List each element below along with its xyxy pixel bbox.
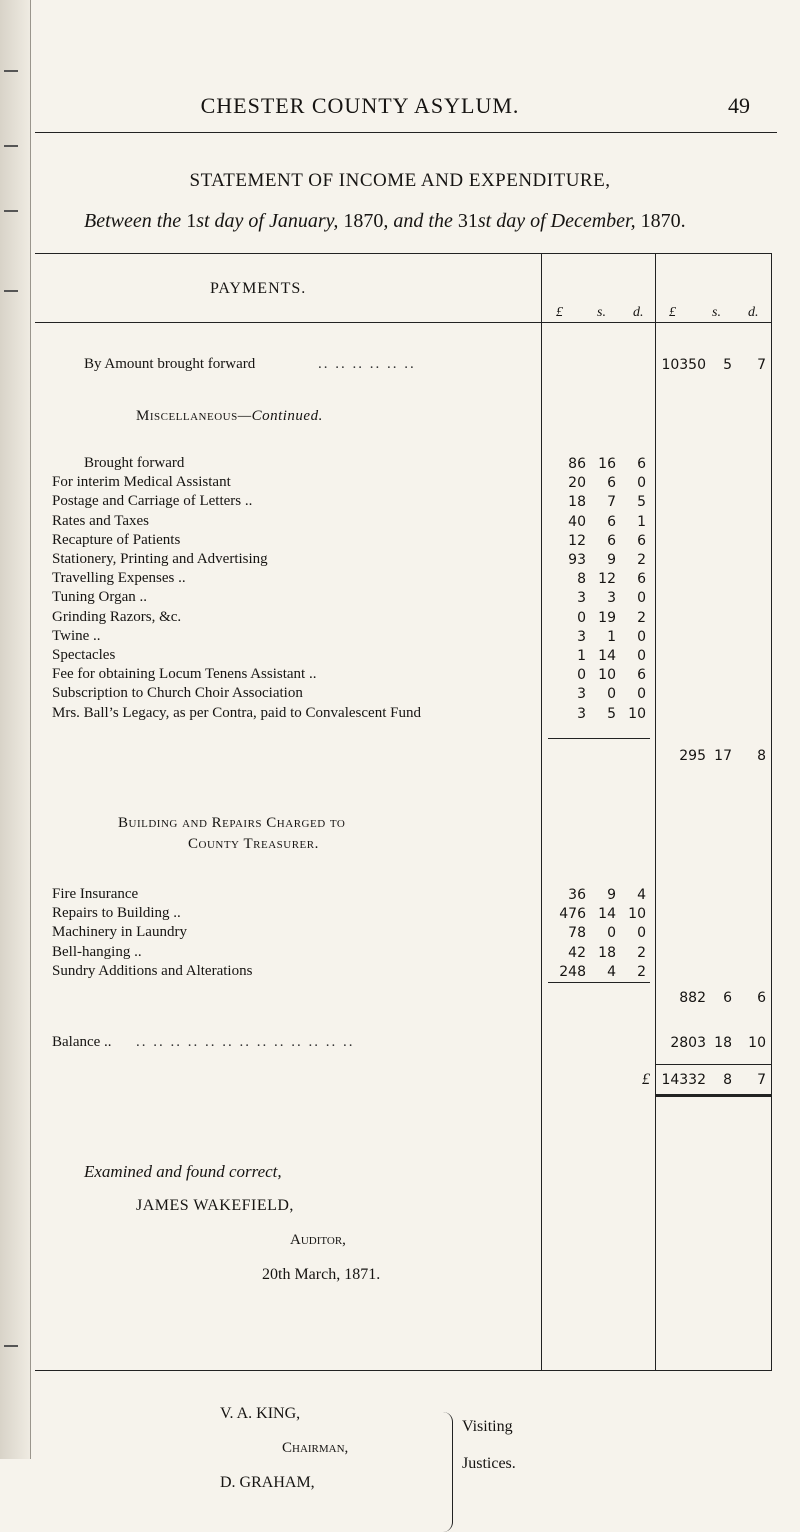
row-label: Mrs. Ball’s Legacy, as per Contra, paid to Convalescent Fund [52,704,421,721]
misc-total-pence: 8 [757,748,766,764]
auditor-name: JAMES WAKEFIELD, [136,1197,294,1214]
row-label: Bell-hanging .. [52,943,142,960]
pounds-heading: £ [556,305,563,320]
justices-brace [442,1412,453,1532]
section-heading: Building and Repairs Charged to [118,815,346,831]
pence-heading: d. [748,305,759,320]
row-pence: 5 [637,494,646,511]
shillings-heading: s. [712,305,721,320]
grand-total-pounds: 14332 [661,1072,706,1088]
row-shillings: 12 [598,571,616,588]
row-shillings: 14 [598,906,616,923]
section-heading [136,408,323,425]
row-pence: 1 [637,513,646,530]
row-shillings: 3 [607,590,616,607]
row-shillings: 6 [607,513,616,530]
row-label: Grinding Razors, &c. [52,608,182,625]
row-label: Stationery, Printing and Advertising [52,551,268,567]
statement-title: STATEMENT OF INCOME AND EXPENDITURE, [189,170,611,191]
section-heading-suffix: —Continued. [237,408,323,424]
row-pence: 6 [637,532,646,549]
row-pence: 0 [637,590,646,607]
running-header: CHESTER COUNTY ASYLUM. [200,93,520,118]
payments-heading: PAYMENTS. [210,280,307,297]
justices-role: Visiting [462,1418,513,1435]
table-top-rule [35,253,772,254]
period-text: day of January, [209,210,344,232]
period-day: 31 [457,210,478,232]
row-shillings: 6 [607,475,616,492]
row-label: Repairs to Building .. [52,905,181,922]
period-suffix: st [196,210,210,232]
row-pounds: 0 [577,609,586,626]
row-pounds: 3 [577,590,586,607]
brought-forward-label: By Amount brought forward [84,356,256,372]
building-total-pence: 6 [757,990,766,1006]
period-year: 1870 [343,210,384,232]
auditor-title: Auditor, [290,1232,346,1248]
row-pence: 10 [628,906,646,923]
section-heading-text: Miscellaneous [136,408,238,424]
section-heading: County Treasurer. [188,836,319,852]
balance-shillings: 18 [714,1035,732,1051]
row-pounds: 93 [568,552,586,568]
row-shillings: 4 [607,963,616,980]
row-shillings: 19 [598,609,616,626]
grand-total-top-rule [655,1064,772,1065]
total-shillings: 5 [723,357,732,373]
row-label: Machinery in Laundry [52,924,187,941]
row-shillings: 18 [598,944,616,961]
row-label: For interim Medical Assistant [52,474,231,491]
period-text: Between the [84,210,187,232]
row-pounds: 18 [568,494,586,511]
row-shillings: 16 [598,456,616,472]
row-pence: 0 [637,686,646,703]
statement-period [84,210,686,233]
row-pounds: 248 [559,963,586,980]
period-year: 1870. [640,210,686,232]
row-pounds: 12 [568,532,586,549]
row-pence: 6 [637,571,646,588]
binding-mark [4,70,18,72]
row-pence: 0 [637,925,646,942]
page-number: 49 [728,93,750,118]
grand-total-double-rule [655,1094,772,1097]
row-label: Rates and Taxes [52,512,149,529]
row-label: Fee for obtaining Locum Tenens Assistant .. [52,666,317,683]
row-pounds: 20 [568,475,586,492]
row-pence: 2 [637,944,646,961]
row-label: Travelling Expenses .. [52,570,186,587]
pence-heading: d. [633,305,644,320]
row-pounds: 78 [568,925,586,942]
row-pence: 2 [637,963,646,980]
subtotal-rule [548,982,650,983]
shillings-heading: s. [597,305,606,320]
row-label: Postage and Carriage of Letters .. [52,493,253,510]
row-shillings: 0 [607,686,616,703]
binding-mark [4,290,18,292]
misc-total-pounds: 295 [679,748,706,764]
justice-name: D. GRAHAM, [220,1474,315,1491]
row-pence: 0 [637,648,646,664]
grand-total-shillings: 8 [723,1072,732,1088]
audit-date: 20th March, 1871. [262,1266,381,1283]
header-rule [35,132,777,133]
row-shillings: 14 [598,648,616,664]
row-pounds: 36 [568,887,586,903]
leader-dots: .. .. .. .. .. .. .. .. .. .. .. .. .. [136,1034,355,1050]
column-divider [541,253,542,1370]
period-suffix: st [477,210,492,232]
row-shillings: 9 [607,552,616,568]
subtotal-rule [548,738,650,739]
row-label: Brought forward [84,455,185,471]
table-head-rule [35,322,772,323]
period-day: 1 [186,210,197,232]
balance-pounds: 2803 [670,1035,706,1051]
binding-mark [4,1345,18,1347]
row-pounds: 42 [568,944,586,961]
page-binding [0,0,31,1459]
binding-mark [4,210,18,212]
row-label: Twine .. [52,627,101,644]
row-label: Fire Insurance [52,886,139,902]
row-pounds: 1 [577,648,586,664]
row-pence: 10 [628,705,646,722]
table-bottom-rule [35,1370,772,1371]
leader-dots: .. .. .. .. .. .. [318,356,416,372]
misc-total-shillings: 17 [714,748,732,764]
row-pence: 2 [637,609,646,626]
justices-role: Justices. [462,1455,516,1472]
period-text: day of December, [491,210,641,232]
pounds-heading: £ [669,305,676,320]
row-label: Recapture of Patients [52,531,181,548]
row-pounds: 0 [577,667,586,684]
row-pence: 6 [637,667,646,684]
justice-title: Chairman, [282,1440,349,1456]
binding-mark [4,145,18,147]
row-pounds: 3 [577,686,586,703]
row-shillings: 0 [607,925,616,942]
row-pounds: 40 [568,513,586,530]
row-pence: 0 [637,475,646,492]
column-divider [655,253,656,1370]
total-pounds: 10350 [661,357,706,373]
examined-note: Examined and found correct, [84,1162,282,1181]
row-pence: 2 [637,552,646,568]
row-shillings: 7 [607,494,616,511]
row-label: Spectacles [52,647,116,663]
balance-pence: 10 [748,1035,766,1051]
grand-total-pence: 7 [757,1072,766,1088]
row-pounds: 3 [577,705,586,722]
column-divider [771,253,772,1370]
row-pounds: 476 [559,906,586,923]
row-pence: 0 [637,628,646,645]
row-pounds: 8 [577,571,586,588]
row-shillings: 9 [607,887,616,903]
justice-name: V. A. KING, [220,1405,301,1422]
balance-label: Balance .. [52,1034,112,1050]
row-label: Sundry Additions and Alterations [52,962,253,979]
grand-total-symbol: £ [642,1071,650,1088]
row-label: Subscription to Church Choir Association [52,685,303,702]
row-shillings: 10 [598,667,616,684]
row-pence: 6 [637,456,646,472]
row-pounds: 86 [568,456,586,472]
row-pence: 4 [637,887,646,903]
row-shillings: 1 [607,628,616,645]
row-label: Tuning Organ .. [52,589,148,606]
building-total-pounds: 882 [679,990,706,1006]
period-text: , and the [383,210,458,232]
total-pence: 7 [757,357,766,373]
row-pounds: 3 [577,628,586,645]
building-total-shillings: 6 [723,990,732,1006]
row-shillings: 6 [607,532,616,549]
row-shillings: 5 [607,705,616,722]
